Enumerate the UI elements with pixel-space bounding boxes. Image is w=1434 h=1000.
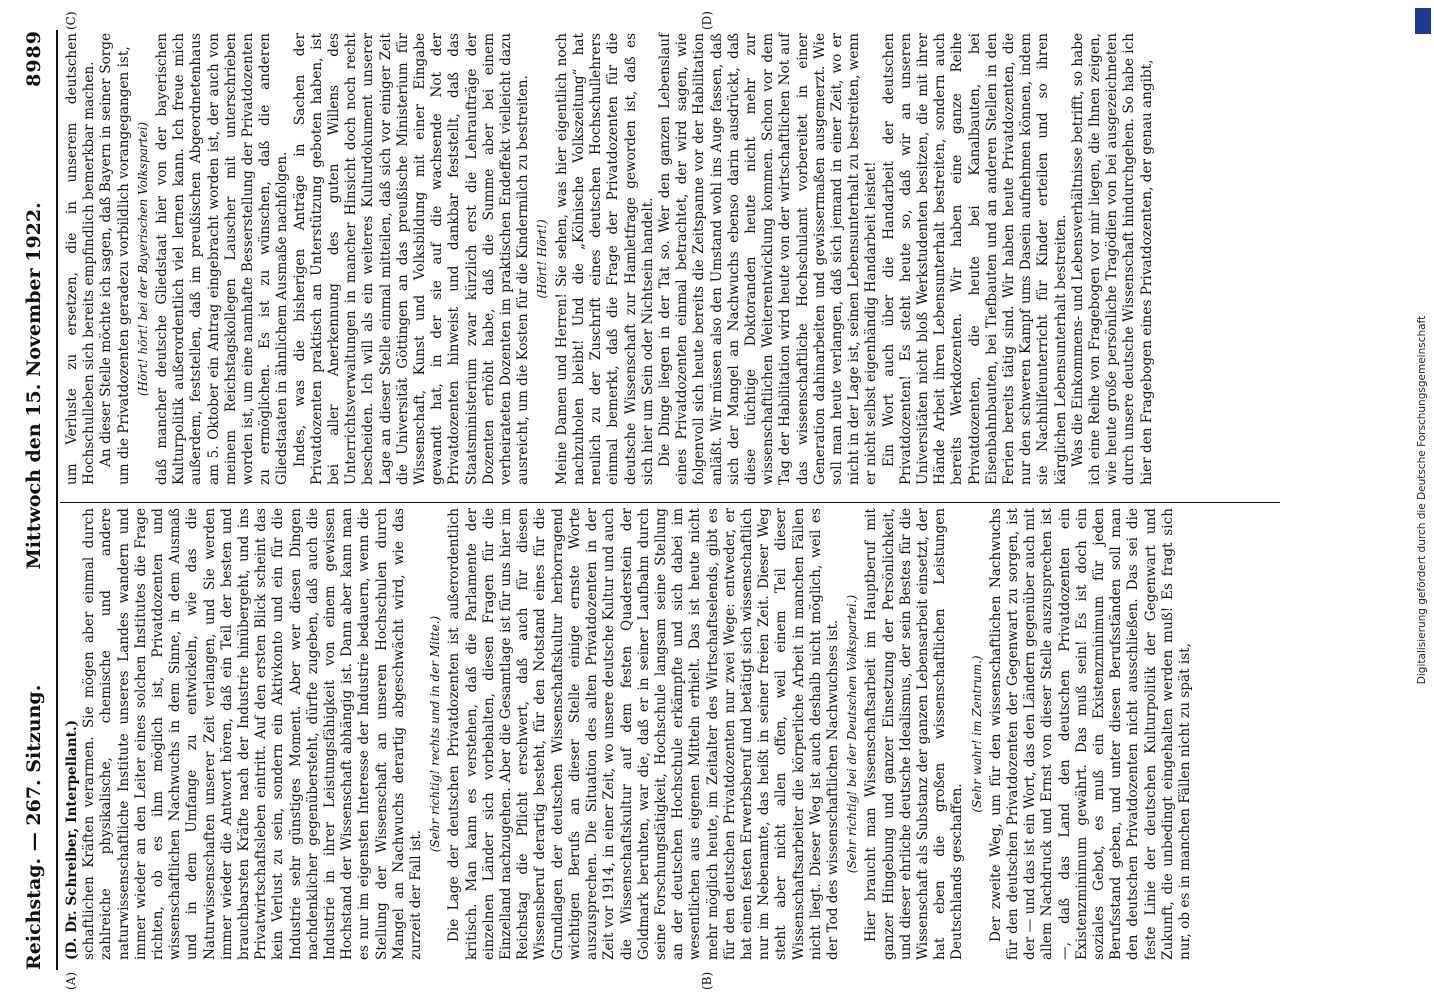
margin-mark-d: (D) [700, 11, 714, 30]
interjection: (Hört! hört! bei der Bayerischen Volkspartei) [135, 121, 150, 397]
column-divider [60, 502, 1280, 503]
paragraph: Ein Wort auch über die Handarbeit der deutschen Privatdozenten! Es steht heute so, daß wir an unseren Universitäten nicht bloß Werkstudenten besitzen, die mit ihrer Hände Arbeit ihren Lebensunterhalt bestreiten, sondern auch bereits Werkdozenten. Wir haben eine ganze Reihe Privatdozenten, die heute bei Kanalbauten, bei Eisenbahnbauten, bei Tiefbauten und an anderen Stellen in den Ferien bereits tätig sind. Wir haben heute Privatdozenten, die nur den schweren Kampf ums Dasein aufnehmen können, indem sie Nachhilfeunterricht für Kinder erteilen und so ihren kärglichen Lebensunterhalt bestreiten. [880, 33, 1069, 485]
paragraph: Der zweite Weg, um für den wissenschaftlichen Nachwuchs für den deutschen Privatdozenten der Gegenwart zu sorgen, ist der — und das ist ein Wort, das den Ländern gegenüber auch mit allem Nachdruck und Ernst von dieser Stelle auszusprechen ist —, daß das Land den deutschen Privatdozenten ein Existenzminimum gewährt. Das muß sein! Es ist doch ein soziales Gebot, es muß ein Existenzminimum für jeden Berufsstand geben, und unter diesen Berufsständen soll man den deutschen Privatdozenten nicht ausschließen. Das sei die feste Linie der deutschen Kulturpolitik der Gegenwart und Zukunft, die unbedingt eingehalten werden muß! Es fragt sich nur, ob es in manchen Fällen nicht zu spät ist, [987, 508, 1193, 960]
digitization-credit [1410, 0, 1434, 1000]
paragraph: schaftlichen Kräften verarmen. Sie mögen aber einmal durch zahlreiche physikalische, chemische und andere naturwissenschaftliche Institute unseres Landes wandern und immer wieder an den Leiter eines solchen Institutes die Frage richten, ob es ihm möglich ist, Privatdozenten und wissenschaftlichen Nachwuchs in dem Sinne, in dem Ausmaß und in dem Umfange zu entwickeln, wie das die Naturwissenschaften unserer Zeit verlangen, und Sie werden immer wieder die Antwort hören, daß ein Teil der besten und brauchbarsten Kräfte nach der Industrie hinübergeht, und ins Privatwirtschaftsleben eintritt. Auf den ersten Blick scheint das kein Verlust zu sein, sondern ein Aktivkonto und ein für die Industrie sehr günstiges Moment. Aber wer diesen Dingen nachdenklicher gegenübersteht, dürfte zugeben, daß auch die Industrie in ihrer Leistungsfähigkeit von einem gewissen Hochstand der Wissenschaft abhängig ist. Dann aber kann man es nur im eigensten Interesse der Industrie bedauern, wenn die Stellung der Wissenschaft an unseren Hochschulen durch Mangel an Nachwuchs derartig abgeschwächt wird, wie das zurzeit der Fall ist. [81, 508, 425, 960]
paragraph: Hier braucht man Wissenschaftsarbeit im Hauptberuf mit ganzer Hingebung und ganzer Einsetzung der Persönlichkeit, und dieser ehrliche deutsche Idealismus, der sein Bestes für die Wissenschaft als Substanz der ganzen Lebensarbeit einsetzt, der hat eben die großen wissenschaftlichen Leistungen Deutschlands geschaffen. [863, 508, 966, 960]
page-header [14, 30, 54, 970]
paragraph: um Verluste zu ersetzen, die in unserem deutschen Hochschulleben sich bereits empfindlich bemerkbar machen. [64, 33, 98, 485]
paragraph: Die Lage der deutschen Privatdozenten ist außerordentlich kritisch. Man kann es verstehen, daß die Parlamente der einzelnen Länder sich vorbehalten, diesen Fragen für die Einzelland nachzugehen. Aber die Gesamtlage ist für uns hier im Reichstag die Pflicht erschwert, daß auch für diesen Wissensberuf derartig besteht, für den Notstand eines für die Grundlagen der deutschen Wissenschaftskultur herborragend wichtigen Berufs an dieser Stelle einige ernste Worte auszusprechen. Die Situation des alten Privatdozenten in der Zeit vor 1914, in einer Zeit, wo unsere deutsche Kultur und auch die Wissenschaftskultur auf dem festen Quaderstein der Goldmark beruhten, war die, daß er in seiner Laufbahn durch seine Forschungstätigkeit, Hochschule langsam seine Stellung an der deutschen Hochschule erkämpfte und sich dabei im wesentlichen aus eigenen Mitteln erhielt. Das ist heute nicht mehr möglich heute, im Zeitalter des Wirtschaftselends, gibt es für den deutschen Privatdozenten nur zwei Wege: entweder, er hat einen festen Erwerbsberuf und betätigt sich wissenschaftlich nur im Nebenamte, das heißt in seiner freien Zeit. Dieser Weg steht aber nicht allen offen, weil einem Teil dieser Wissenschaftsarbeiter die körperliche Arbeit in manchen Fällen nicht liegt. Dieser Weg ist auch deshalb nicht möglich, weil es der Tod des wissenschaftlichen Nachwuchses ist. [446, 508, 841, 960]
credit-text: Digitalisierung gefördert durch die Deutsche Forschungsgemeinschaft [1416, 315, 1429, 685]
interjection: (Sehr richtig! bei der Deutschen Volkspartei.) [845, 594, 860, 874]
margin-mark-b: (B) [700, 971, 714, 990]
paragraph: An dieser Stelle möchte ich sagen, daß Bayern in seiner Sorge um die Privatdozenten geradezu vorbildlich vorangegangen ist, [98, 33, 132, 485]
interjection: (Hört! Hört!) [535, 219, 550, 299]
paragraph: Was die Einkommens- und Lebensverhältnisse betrifft, so habe ich eine Reihe von Fragebogen vor mir liegen, die Ihnen zeigen, wie heute große persönliche Tragödien von bei ausgezeichneten durch unsere deutsche Wissenschaft hindurchgehen. So habe ich hier den Fragebogen eines Privatdozenten, der genau angibt, [1069, 33, 1155, 485]
paragraph: Indes, was die bisherigen Anträge in Sachen der Privatdozenten praktisch an Unterstützung geboten haben, ist bei aller Anerkennung des guten Willens des Unterrichtsverwaltungen in mancher Hinsicht doch noch recht bescheiden. Ich will als ein weiteres Kulturdokument unserer Lage an dieser Stelle einmal mitteilen, daß sich vor einiger Zeit die Universität Göttingen an das preußische Ministerium für Wissenschaft, Kunst und Volksbildung mit einer Eingabe gewandt hat, in der sie auf die wachsende Not der Privatdozenten hinweist und dankbar feststellt, daß das Staatsministerium zwar kürzlich erst die Lehraufträge der Dozenten erhöht habe, daß die Summe aber bei einem verheirateten Dozenten im praktischen Endeffekt vielleicht dazu ausreicht, um die Kosten für die Kindermilch zu bestreiten. [291, 33, 532, 485]
right-column [64, 33, 1156, 485]
left-column [64, 508, 1194, 960]
interjection: (Sehr wahr! im Zentrum.) [969, 655, 984, 813]
header-rule [56, 30, 58, 970]
paragraph: Meine Damen und Herren! Sie sehen, was hier eigentlich noch nachzuholen bleibt! Und die „Kölnische Volkszeitung“ hat neulich zu der Zuschrift eines deutschen Hochschullehrers einmal bemerkt, daß die Frage der Privatdozenten für die deutsche Wissenschaft zur Hamletfrage geworden ist, daß es sich hier um Sein oder Nichtsein handelt. [553, 33, 656, 485]
header-date: Mittwoch den 15. November 1922. [23, 202, 45, 570]
header-publication: Reichstag. — 267. Sitzung. [23, 684, 45, 970]
margin-mark-a: (A) [64, 971, 78, 990]
margin-mark-c: (C) [64, 11, 78, 30]
speaker-line: (D. Dr. Schreiber, Interpellant.) [64, 719, 80, 960]
header-page-number: 8989 [23, 30, 45, 87]
interjection: (Sehr richtig! rechts und in der Mitte.) [428, 615, 443, 853]
paragraph: Die Dinge liegen in der Tat so. Wer den ganzen Lebenslauf eines Privatdozenten einmal betrachtet, der wird sagen, wie folgenvoll sich heute bereits die Zeitspanne vor der Habilitation anläßt. Wir müssen also den Umstand wohl ins Auge fassen, daß sich der Mangel an Nachwuchs ebenso darin ausdrückt, daß diese tüchtige Doktoranden heute nicht mehr zur wissenschaftlichen Weiterentwicklung kommen. Schon vor dem Tag der Habilitation wird heute von der wirtschaftlichen Not auf das wissenschaftliche Hochschulamt vorbereitet in einer Generation dahinarbeiten und gewissermaßen ausgemerzt. Wie soll man heute verlangen, daß sich jemand in einer Zeit, wo er nicht in der Lage ist, seinen Lebensunterhalt zu bestreiten, wenn er nicht selbst eigenhändig Handarbeit leistet! [656, 33, 880, 485]
paragraph: daß mancher deutsche Gliedstaat hier von der bayerischen Kulturpolitik außerordentlich viel lernen kann. Ich freue mich außerdem, feststellen, daß im preußischen Abgeordnetenhaus am 5. Oktober ein Antrag eingebracht worden ist, der auch von meinem Reichstagskollegen Lauscher mit unterschrieben worden ist, um eine namhafte Besserstellung der Privatdozenten zu ermöglichen. Es ist zu wünschen, daß die anderen Gliedstaaten in ähnlichem Ausmaße nachfolgen. [154, 33, 291, 485]
